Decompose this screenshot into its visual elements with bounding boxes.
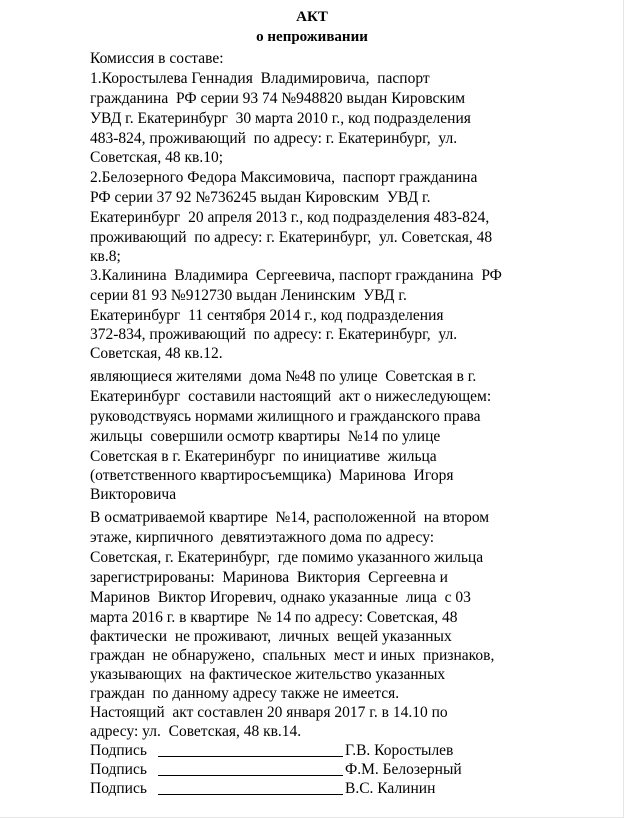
text-line: кв.8; xyxy=(90,248,121,265)
text-line: этаже, кирпичного девятиэтажного дома по адресу: xyxy=(90,529,435,546)
signature-label: Подпись xyxy=(90,761,147,778)
signature-name: Ф.М. Белозерный xyxy=(345,761,462,778)
text-line: указывающих на фактическое жительство указанных xyxy=(90,666,446,683)
signature-label: Подпись xyxy=(90,742,147,759)
signature-underline xyxy=(158,794,343,795)
text-line: проживающий по адресу: г. Екатеринбург, ул. Советская, 48 xyxy=(90,229,493,246)
text-line: жильцы совершили осмотр квартиры №14 по улице xyxy=(90,428,441,445)
text-line: 372-834, проживающий по адресу: г. Екатеринбург, ул. xyxy=(90,326,458,343)
text-line: фактически не проживают, личных вещей указанных xyxy=(90,628,452,645)
text-line: Советская в г. Екатеринбург по инициативе жильца xyxy=(90,448,437,465)
text-line: Екатеринбург 11 сентября 2014 г., код подразделения xyxy=(90,307,444,324)
text-line: серии 81 93 №912730 выдан Ленинским УВД г. xyxy=(90,287,407,304)
text-line: 1.Коростылева Геннадия Владимировича, паспорт xyxy=(90,70,430,87)
document-subtitle: о непроживании xyxy=(256,29,368,45)
signature-name: В.С. Калинин xyxy=(345,780,436,797)
text-line: Настоящий акт составлен 20 января 2017 г. в 14.10 по xyxy=(90,704,448,721)
text-line: 3.Калинина Владимира Сергеевича, паспорт гражданина РФ xyxy=(90,267,502,284)
text-line: 2.Белозерного Федора Максимовича, паспорт гражданина xyxy=(90,169,478,186)
text-line: В осматриваемой квартире №14, расположенной на втором xyxy=(90,509,490,526)
text-line: (ответственного квартиросъемщика) Маринова Игоря xyxy=(90,467,454,484)
text-line: Советская, г. Екатеринбург, где помимо указанного жильца xyxy=(90,549,484,566)
signature-name: Г.В. Коростылев xyxy=(345,742,454,759)
text-line: граждан не обнаружено, спальных мест и иных признаков, xyxy=(90,647,495,664)
text-line: Викторовича xyxy=(90,486,177,503)
text-line: гражданина РФ серии 93 74 №948820 выдан Кировским xyxy=(90,90,466,107)
text-line: Советская, 48 кв.12. xyxy=(90,345,223,362)
signature-underline xyxy=(158,756,343,757)
text-line: Советская, 48 кв.10; xyxy=(90,149,223,166)
signature-underline xyxy=(158,775,343,776)
text-line: Екатеринбург 20 апреля 2013 г., код подразделения 483-824, xyxy=(90,209,490,226)
text-line: граждан по данному адресу также не имеется. xyxy=(90,685,400,702)
text-line: Комиссия в составе: xyxy=(90,50,224,67)
text-line: зарегистрированы: Маринова Виктория Сергеевна и xyxy=(90,569,448,586)
text-line: являющиеся жителями дома №48 по улице Советская в г. xyxy=(90,368,477,385)
text-line: УВД г. Екатеринбург 30 марта 2010 г., код подразделения xyxy=(90,110,471,127)
text-line: Екатеринбург составили настоящий акт о нижеследующем: xyxy=(90,388,492,405)
text-line: руководствуясь нормами жилищного и гражданского права xyxy=(90,408,481,425)
text-line: Маринов Виктор Игоревич, однако указанные лица с 03 xyxy=(90,589,471,606)
document-title: АКТ xyxy=(296,9,328,25)
text-line: РФ серии 37 92 №736245 выдан Кировским УВД г. xyxy=(90,189,431,206)
text-line: адресу: ул. Советская, 48 кв.14. xyxy=(90,723,302,740)
signature-label: Подпись xyxy=(90,780,147,797)
text-line: 483-824, проживающий по адресу: г. Екатеринбург, ул. xyxy=(90,130,458,147)
text-line: марта 2016 г. в квартире № 14 по адресу: Советская, 48 xyxy=(90,609,458,626)
